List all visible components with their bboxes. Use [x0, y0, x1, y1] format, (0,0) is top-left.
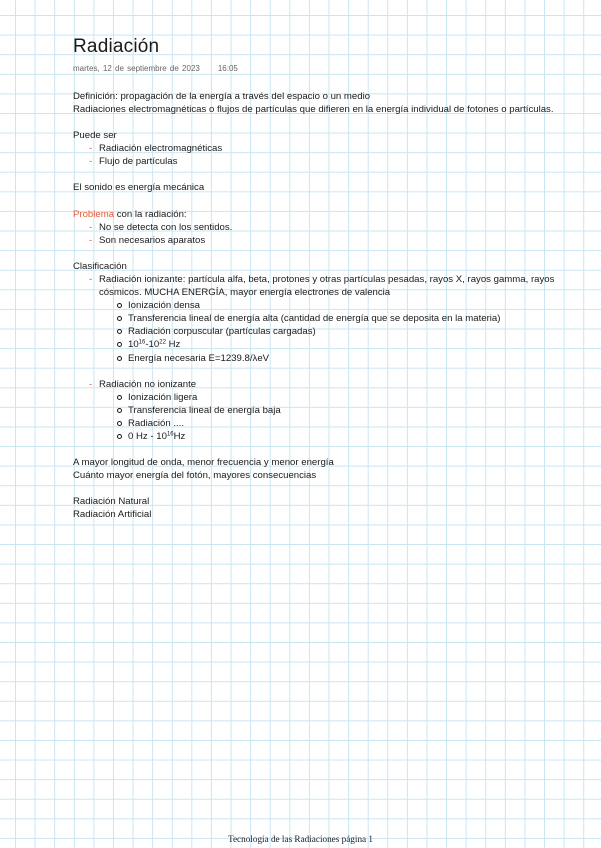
- tipo-line: Radiación Artificial: [73, 509, 152, 521]
- frequency-range: $10^{16}-10^{22}$ Hz: [117, 338, 573, 351]
- clasificacion-heading: Clasificación: [73, 260, 127, 272]
- note-body: [73, 90, 573, 521]
- conclusion-line: A mayor longitud de onda, menor frecuencia y menor energía: [73, 457, 334, 469]
- problema-highlight: Problema: [73, 208, 115, 220]
- problema-heading: [73, 208, 573, 221]
- list-item: Ionización densa: [117, 299, 573, 312]
- list-item: Transferencia lineal de energía baja: [117, 404, 573, 417]
- definition-line: Definición: propagación de la energía a través del espacio o un medio: [73, 91, 371, 102]
- note-time: 16:05: [217, 64, 238, 73]
- energy-formula: Energía necesaria E=1239.8/λeV: [117, 352, 573, 365]
- note-date: martes, 12 de septiembre de 2023: [73, 64, 200, 73]
- ionizante-item: [89, 273, 573, 378]
- clasificacion-list: [73, 273, 573, 443]
- list-item: Transferencia lineal de energía alta (cantidad de energía que se deposita en la materia): [117, 312, 573, 325]
- no-ionizante-sublist: [99, 391, 573, 443]
- conclusion-line: Cuánto mayor energía del fotón, mayores consecuencias: [73, 470, 317, 482]
- list-item: - No se detecta con los sentidos.: [89, 221, 573, 234]
- page-title: Radiación: [73, 36, 160, 57]
- list-item: - Flujo de partículas: [89, 155, 573, 168]
- problema-rest: con la radiación:: [114, 208, 187, 220]
- sonido-line: El sonido es energía mecánica: [73, 182, 205, 194]
- list-item: Radiación corpuscular (partículas cargadas): [117, 325, 573, 338]
- list-item: - Son necesarios aparatos: [89, 234, 573, 247]
- list-item: Radiación ....: [117, 417, 573, 430]
- page-footer: Tecnología de las Radiaciones página 1: [227, 834, 374, 844]
- note-page: [73, 36, 573, 521]
- puede-ser-list: [73, 142, 573, 168]
- problema-list: [73, 221, 573, 247]
- ionizante-label: Radiación ionizante: partícula alfa, beta, protones y otras partículas pesadas, rayos X, rayos gamma, rayos cósmicos. MUCHA ENERGÍA, mayor energía electrones de valencia: [99, 273, 555, 299]
- list-item: Ionización ligera: [117, 391, 573, 404]
- list-item: - Radiación electromagnéticas: [89, 142, 573, 155]
- puede-ser-heading: Puede ser: [73, 130, 117, 142]
- ionizante-sublist: [99, 299, 573, 364]
- tipo-line: Radiación Natural: [73, 496, 150, 508]
- radiaciones-paragraph: Radiaciones electromagnéticas o flujos de partículas que difieren en la energía individual de fotones o partículas.: [73, 104, 554, 116]
- no-ionizante-label: Radiación no ionizante: [99, 378, 197, 390]
- date-stamp: [73, 64, 573, 73]
- frequency-range: 0 Hz - $10^{16}Hz$: [117, 430, 573, 443]
- no-ionizante-item: [89, 378, 573, 443]
